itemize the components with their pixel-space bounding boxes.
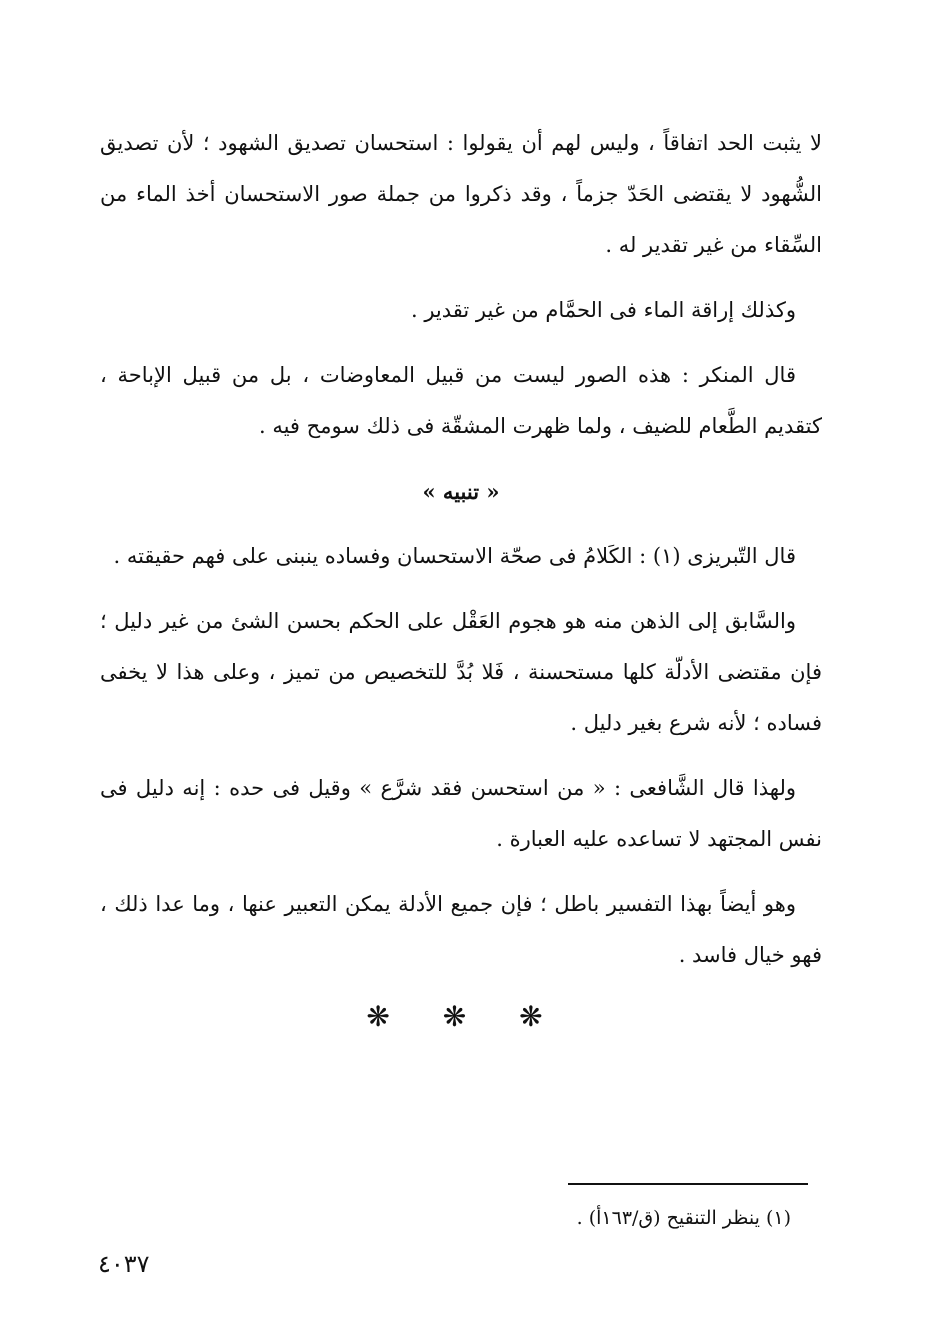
paragraph-1: لا يثبت الحد اتفاقاً ، وليس لهم أن يقولوا : استحسان تصديق الشهود ؛ لأن تصديق الشُّهود لا يقتضى الحَدّ جزماً ، وقد ذكروا من جملة صور الاستحسان أخذ الماء من السِّقاء من غير تقدير له . [100,131,822,257]
section-heading: « تنبيه » [422,479,500,504]
section-separator: ❋ ❋ ❋ [366,1000,565,1033]
footnote-divider [568,1183,808,1185]
paragraph-2: وكذلك إراقة الماء فى الحمَّام من غير تقدير . [410,298,796,322]
paragraph-6: ولهذا قال الشَّافعى : « من استحسن فقد شرَّع » وقيل فى حده : إنه دليل فى نفس المجتهد لا تساعده عليه العبارة . [100,776,822,851]
page-number: ٤٠٣٧ [98,1250,150,1278]
paragraph-3: قال المنكر : هذه الصور ليست من قبيل المعاوضات ، بل من قبيل الإباحة ، كتقديم الطَّعام للضيف ، ولما ظهرت المشقّة فى ذلك سومح فيه . [100,363,822,438]
paragraph-5: والسَّابق إلى الذهن منه هو هجوم العَقْل على الحكم بحسن الشئ من غير دليل ؛ فإن مقتضى الأدلّة كلها مستحسنة ، فَلا بُدَّ للتخصيص من تميز ، وعلى هذا لا يخفى فساده ؛ لأنه شرع بغير دليل . [100,609,822,735]
footnote: (١) ينظر التنقيح (ق/١٦٣أ) . [576,1207,791,1229]
main-text [100,118,822,995]
paragraph-4: قال التّبريزى (١) : الكَلامُ فى صحّة الاستحسان وفساده ينبنى على فهم حقيقته . [113,544,796,568]
paragraph-7: وهو أيضاً بهذا التفسير باطل ؛ فإن جميع الأدلة يمكن التعبير عنها ، وما عدا ذلك ، فهو خيال فاسد . [100,892,822,967]
